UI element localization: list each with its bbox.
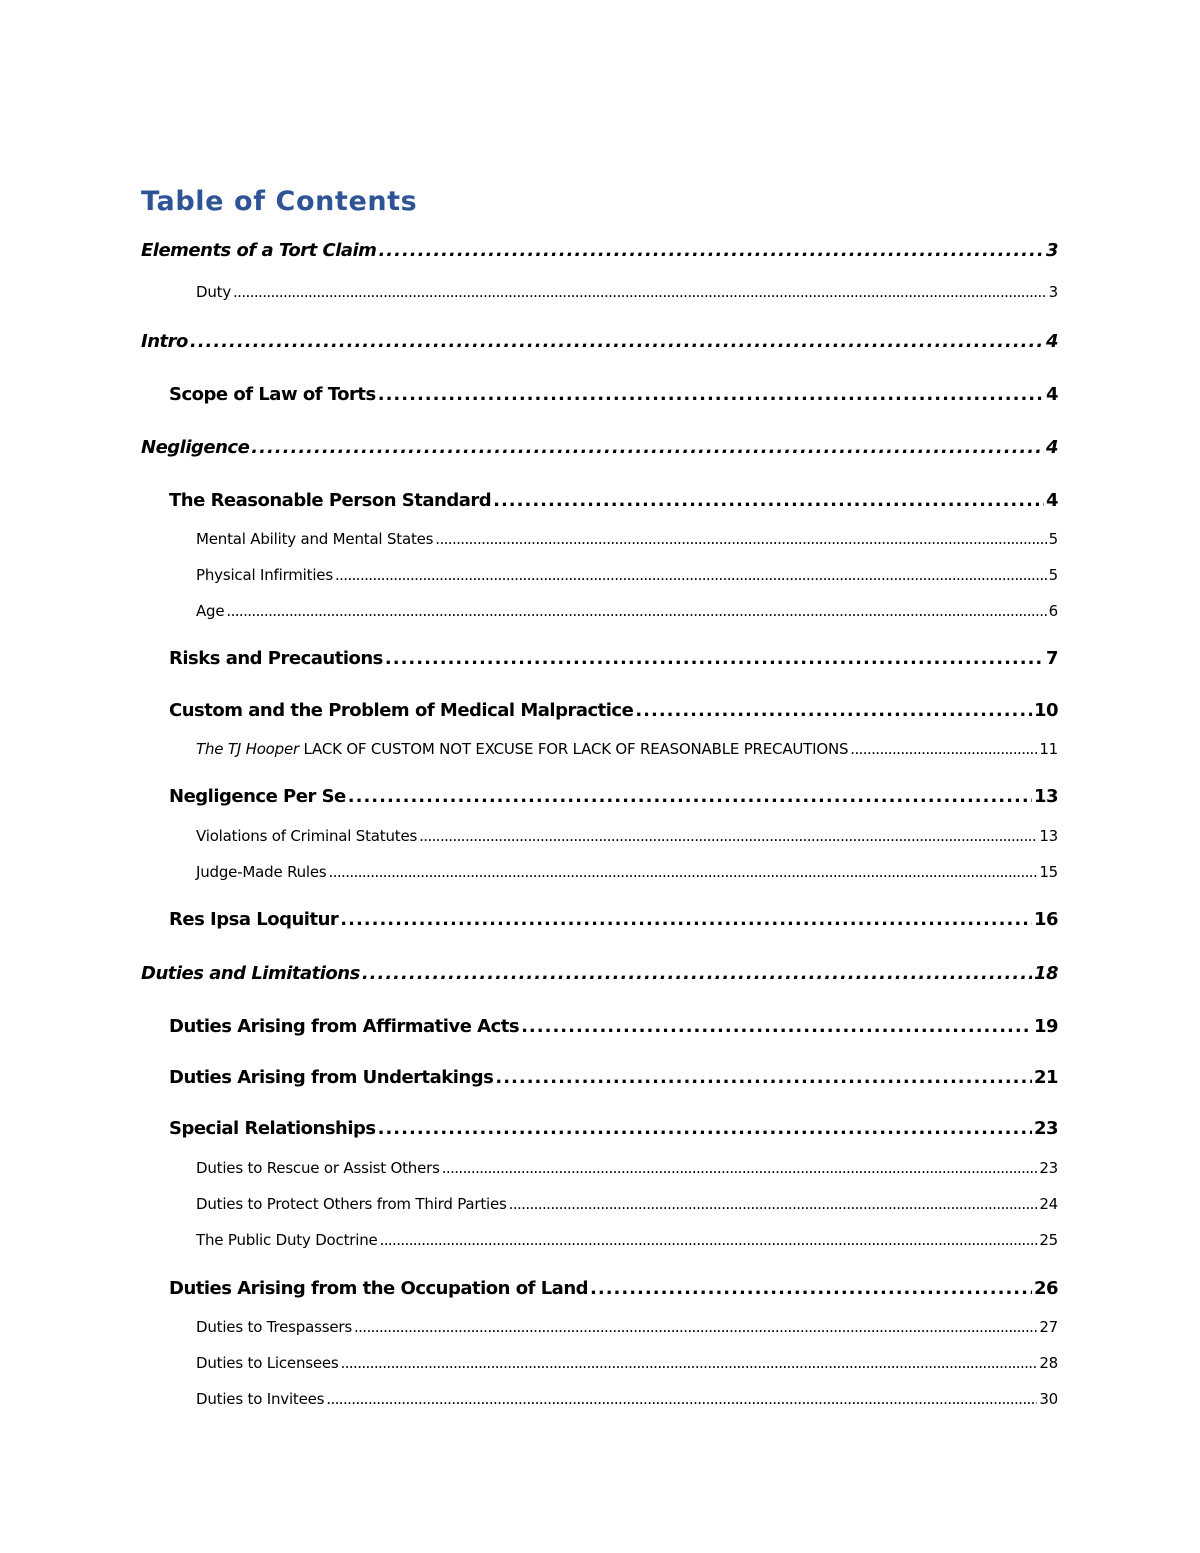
toc-entry-risks-and-precautions[interactable] xyxy=(169,648,1058,669)
toc-entry-label: Duties to Protect Others from Third Parties xyxy=(196,1195,507,1213)
toc-page-number: 4 xyxy=(1045,437,1058,458)
toc-entry-label: Physical Infirmities xyxy=(196,566,333,584)
toc-page-number: 5 xyxy=(1048,566,1058,584)
toc-entry-res-ipsa-loquitur[interactable] xyxy=(169,909,1058,930)
toc-page-number: 6 xyxy=(1048,602,1058,620)
toc-entry-label: The Public Duty Doctrine xyxy=(196,1231,378,1249)
toc-entry-tj-hooper[interactable] xyxy=(196,740,1058,758)
dot-leader xyxy=(378,240,1044,261)
toc-entry-public-duty-doctrine[interactable] xyxy=(196,1231,1058,1249)
dot-leader xyxy=(190,331,1044,352)
toc-page-number: 26 xyxy=(1033,1278,1058,1299)
toc-entry-mental-ability[interactable] xyxy=(196,530,1058,548)
toc-page-number: 28 xyxy=(1039,1354,1058,1372)
toc-entry-trespassers[interactable] xyxy=(196,1318,1058,1336)
dot-leader xyxy=(380,1231,1038,1249)
toc-entry-undertakings[interactable] xyxy=(169,1067,1058,1088)
toc-page-number: 11 xyxy=(1039,740,1058,758)
toc-page-number: 5 xyxy=(1048,530,1058,548)
dot-leader xyxy=(493,490,1044,511)
toc-entry-protect-from-third-parties[interactable] xyxy=(196,1195,1058,1213)
dot-leader xyxy=(378,1118,1032,1139)
toc-entry-label: Risks and Precautions xyxy=(169,648,383,669)
dot-leader xyxy=(435,530,1046,548)
dot-leader xyxy=(521,1016,1032,1037)
toc-entry-label: Violations of Criminal Statutes xyxy=(196,827,418,845)
toc-entry-label: Special Relationships xyxy=(169,1118,376,1139)
toc-entry-intro[interactable] xyxy=(141,331,1058,352)
toc-entry-label: Duties and Limitations xyxy=(141,963,360,984)
toc-entry-label: Res Ipsa Loquitur xyxy=(169,909,339,930)
toc-page-number: 10 xyxy=(1033,700,1058,721)
toc-page-number: 23 xyxy=(1039,1159,1058,1177)
dot-leader xyxy=(509,1195,1038,1213)
toc-page-number: 7 xyxy=(1045,648,1058,669)
toc-page-number: 18 xyxy=(1033,963,1058,984)
toc-page-number: 25 xyxy=(1039,1231,1058,1249)
case-name-italic: The TJ Hooper xyxy=(196,740,299,758)
toc-page-number: 4 xyxy=(1045,490,1058,511)
toc-entry-label: Custom and the Problem of Medical Malpractice xyxy=(169,700,634,721)
toc-entry-label xyxy=(196,740,848,758)
toc-entry-label: Duties Arising from the Occupation of Land xyxy=(169,1278,589,1299)
dot-leader xyxy=(385,648,1044,669)
toc-entry-special-relationships[interactable] xyxy=(169,1118,1058,1139)
toc-page-number: 4 xyxy=(1045,331,1058,352)
toc-entry-elements-of-a-tort-claim[interactable] xyxy=(141,240,1058,261)
toc-entry-custom-medical-malpractice[interactable] xyxy=(169,700,1058,721)
dot-leader xyxy=(850,740,1037,758)
dot-leader xyxy=(362,963,1032,984)
toc-entry-label: Duties Arising from Affirmative Acts xyxy=(169,1016,520,1037)
toc-entry-label: Judge-Made Rules xyxy=(196,863,327,881)
toc-entry-label: Age xyxy=(196,602,225,620)
toc-entry-label: Duties Arising from Undertakings xyxy=(169,1067,494,1088)
toc-entry-invitees[interactable] xyxy=(196,1390,1058,1408)
toc-entry-label: Elements of a Tort Claim xyxy=(141,240,377,261)
toc-entry-judge-made-rules[interactable] xyxy=(196,863,1058,881)
dot-leader xyxy=(495,1067,1032,1088)
dot-leader xyxy=(378,384,1044,405)
toc-entry-duties-and-limitations[interactable] xyxy=(141,963,1058,984)
toc-entry-label: Duties to Trespassers xyxy=(196,1318,352,1336)
toc-entry-label: Duties to Invitees xyxy=(196,1390,325,1408)
toc-entry-label: Negligence xyxy=(141,437,250,458)
toc-entry-duty[interactable] xyxy=(196,283,1058,301)
dot-leader xyxy=(442,1159,1038,1177)
toc-entry-label: Negligence Per Se xyxy=(169,786,346,807)
toc-page-number: 30 xyxy=(1039,1390,1058,1408)
toc-entry-negligence-per-se[interactable] xyxy=(169,786,1058,807)
dot-leader xyxy=(335,566,1047,584)
toc-entry-reasonable-person-standard[interactable] xyxy=(169,490,1058,511)
toc-entry-label: Scope of Law of Torts xyxy=(169,384,376,405)
toc-page-number: 15 xyxy=(1039,863,1058,881)
toc-entry-label: Duty xyxy=(196,283,232,301)
dot-leader xyxy=(326,1390,1037,1408)
toc-entry-duties-to-rescue[interactable] xyxy=(196,1159,1058,1177)
toc-entry-physical-infirmities[interactable] xyxy=(196,566,1058,584)
toc-page-number: 13 xyxy=(1033,786,1058,807)
dot-leader xyxy=(340,909,1032,930)
toc-entry-negligence[interactable] xyxy=(141,437,1058,458)
dot-leader xyxy=(329,863,1038,881)
dot-leader xyxy=(233,283,1047,301)
dot-leader xyxy=(590,1278,1032,1299)
toc-page-number: 3 xyxy=(1048,283,1058,301)
dot-leader xyxy=(251,437,1044,458)
dot-leader xyxy=(341,1354,1038,1372)
dot-leader xyxy=(354,1318,1037,1336)
toc-page-number: 24 xyxy=(1039,1195,1058,1213)
toc-page-number: 16 xyxy=(1033,909,1058,930)
toc-entry-label: The Reasonable Person Standard xyxy=(169,490,492,511)
toc-entry-scope-of-law-of-torts[interactable] xyxy=(169,384,1058,405)
toc-entry-licensees[interactable] xyxy=(196,1354,1058,1372)
page-title: Table of Contents xyxy=(141,186,418,217)
toc-entry-age[interactable] xyxy=(196,602,1058,620)
toc-page-number: 23 xyxy=(1033,1118,1058,1139)
toc-entry-label: Duties to Rescue or Assist Others xyxy=(196,1159,440,1177)
toc-entry-affirmative-acts[interactable] xyxy=(169,1016,1058,1037)
dot-leader xyxy=(635,700,1032,721)
toc-entry-label-rest: LACK OF CUSTOM NOT EXCUSE FOR LACK OF REASONABLE PRECAUTIONS xyxy=(298,740,849,758)
toc-page-number: 13 xyxy=(1039,827,1058,845)
toc-page-number: 4 xyxy=(1045,384,1058,405)
toc-page-number: 3 xyxy=(1045,240,1058,261)
toc-page-number: 19 xyxy=(1033,1016,1058,1037)
dot-leader xyxy=(419,827,1037,845)
toc-entry-label: Duties to Licensees xyxy=(196,1354,339,1372)
toc-entry-criminal-statutes[interactable] xyxy=(196,827,1058,845)
dot-leader xyxy=(226,602,1046,620)
toc-entry-label: Intro xyxy=(141,331,188,352)
toc-page-number: 21 xyxy=(1033,1067,1058,1088)
toc-page-number: 27 xyxy=(1039,1318,1058,1336)
toc-entry-label: Mental Ability and Mental States xyxy=(196,530,434,548)
toc-entry-occupation-of-land[interactable] xyxy=(169,1278,1058,1299)
dot-leader xyxy=(348,786,1032,807)
